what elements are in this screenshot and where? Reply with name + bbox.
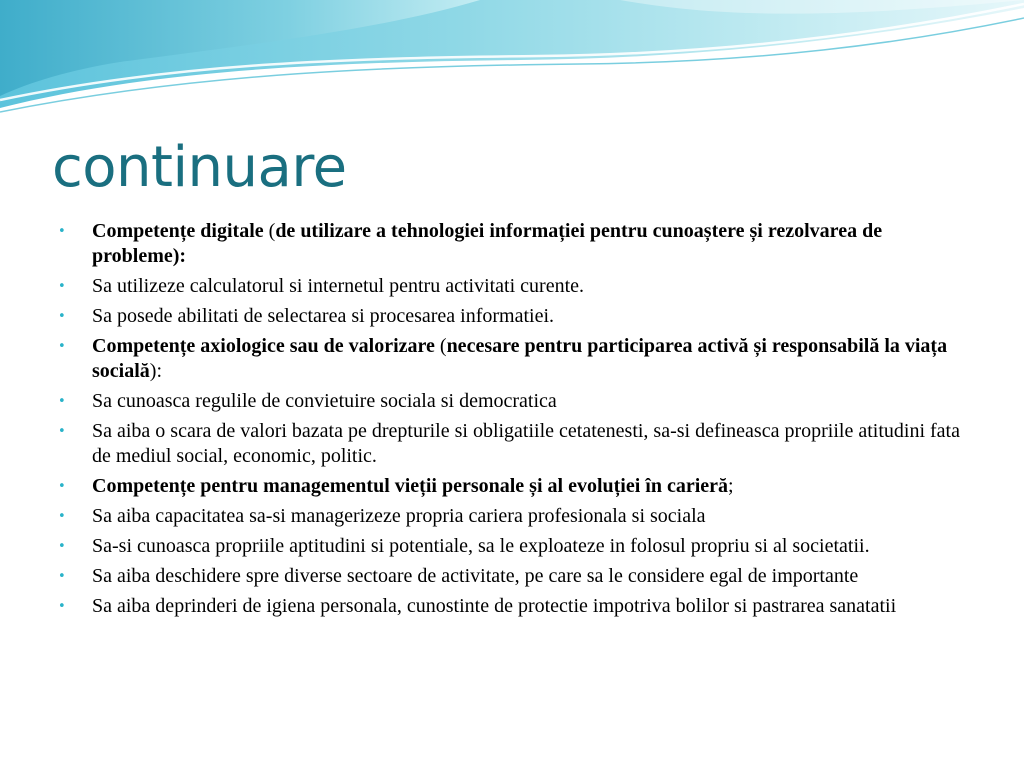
bullet-icon: • bbox=[58, 539, 66, 554]
bullet-text: Sa aiba o scara de valori bazata pe drepturile si obligatiile cetatenesti, sa-si defineasca propriile atitudini fata de mediul social, economic, politic. bbox=[92, 420, 960, 467]
bullet-item bbox=[58, 474, 978, 499]
bullet-item bbox=[58, 419, 978, 469]
bullet-text: Sa aiba deprinderi de igiena personala, cunostinte de protectie impotriva bolilor si pastrarea sanatatii bbox=[92, 595, 897, 617]
bullet-heading-detail: necesare pentru participarea activă și responsabilă la viața socială bbox=[92, 335, 948, 382]
bullet-text: ( bbox=[434, 335, 447, 357]
bullet-item bbox=[58, 304, 978, 329]
bullet-icon: • bbox=[58, 569, 66, 584]
bullet-item bbox=[58, 274, 978, 299]
bullet-icon: • bbox=[58, 509, 66, 524]
bullet-text: ( bbox=[263, 220, 276, 242]
bullet-list bbox=[58, 219, 978, 624]
bullet-heading: Competențe axiologice sau de valorizare bbox=[92, 335, 435, 357]
bullet-heading: Competențe digitale bbox=[92, 220, 264, 242]
slide-title: continuare bbox=[52, 135, 347, 200]
bullet-text: Sa posede abilitati de selectarea si procesarea informatiei. bbox=[92, 305, 555, 327]
bullet-text: Sa cunoasca regulile de convietuire sociala si democratica bbox=[92, 390, 557, 412]
bullet-text: Sa-si cunoasca propriile aptitudini si potentiale, sa le exploateze in folosul propriu si al societatii. bbox=[92, 535, 870, 557]
bullet-icon: • bbox=[58, 394, 66, 409]
decorative-wave-banner bbox=[0, 0, 1024, 120]
bullet-icon: • bbox=[58, 279, 66, 294]
bullet-icon: • bbox=[58, 424, 66, 439]
bullet-item bbox=[58, 594, 978, 619]
bullet-heading: Competențe pentru managementul vieții personale și al evoluției în carieră bbox=[92, 475, 729, 497]
bullet-icon: • bbox=[58, 479, 66, 494]
bullet-item bbox=[58, 564, 978, 589]
bullet-text-tail: ; bbox=[728, 475, 734, 497]
bullet-item bbox=[58, 534, 978, 559]
bullet-icon: • bbox=[58, 339, 66, 354]
bullet-item bbox=[58, 219, 978, 269]
bullet-icon: • bbox=[58, 309, 66, 324]
bullet-item bbox=[58, 334, 978, 384]
bullet-item bbox=[58, 389, 978, 414]
bullet-heading-detail: de utilizare a tehnologiei informației pentru cunoaștere și rezolvarea de probleme): bbox=[92, 220, 883, 267]
bullet-text: Sa aiba capacitatea sa-si managerizeze propria cariera profesionala si sociala bbox=[92, 505, 706, 527]
bullet-text-tail: ): bbox=[149, 360, 162, 382]
bullet-item bbox=[58, 504, 978, 529]
bullet-icon: • bbox=[58, 224, 66, 239]
bullet-icon: • bbox=[58, 599, 66, 614]
bullet-text: Sa utilizeze calculatorul si internetul pentru activitati curente. bbox=[92, 275, 585, 297]
bullet-text: Sa aiba deschidere spre diverse sectoare de activitate, pe care sa le considere egal de importante bbox=[92, 565, 859, 587]
